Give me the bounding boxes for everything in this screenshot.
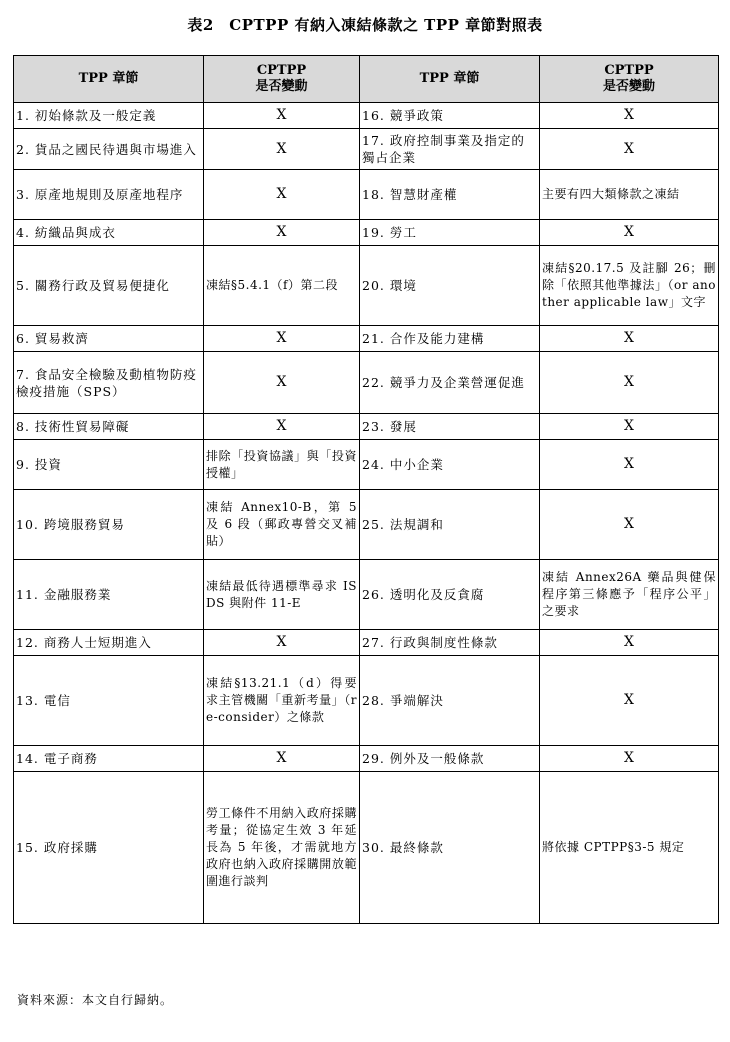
right-status-cell: 將依據 CPTPP§3-5 規定 <box>540 772 719 924</box>
table-row <box>14 490 719 560</box>
left-status-cell: X <box>204 414 360 440</box>
right-chapter-cell: 25. 法規調和 <box>360 490 540 560</box>
left-status-cell: 凍結 Annex10-B，第 5 及 6 段（郵政專營交叉補貼） <box>204 490 360 560</box>
table-row <box>14 414 719 440</box>
left-status-cell: 凍結§13.21.1（d）得要求主管機關「重新考量」（re-consider）之條款 <box>204 656 360 746</box>
right-status-cell: 凍結§20.17.5 及註腳 26；刪除「依照其他準據法」（or another applicable law」文字 <box>540 246 719 326</box>
left-chapter-cell: 10. 跨境服務貿易 <box>14 490 204 560</box>
left-status-cell: 凍結最低待遇標準尋求 ISDS 與附件 11-E <box>204 560 360 630</box>
right-chapter-cell: 27. 行政與制度性條款 <box>360 630 540 656</box>
table-row <box>14 246 719 326</box>
left-status-cell: X <box>204 129 360 170</box>
right-status-cell: X <box>540 220 719 246</box>
right-status-cell: X <box>540 414 719 440</box>
right-status-cell: 凍結 Annex26A 藥品與健保程序第三條應予「程序公平」之要求 <box>540 560 719 630</box>
left-chapter-cell: 4. 紡織品與成衣 <box>14 220 204 246</box>
left-status-cell: 排除「投資協議」與「投資授權」 <box>204 440 360 490</box>
table-row <box>14 560 719 630</box>
left-chapter-cell: 9. 投資 <box>14 440 204 490</box>
right-chapter-cell: 28. 爭端解決 <box>360 656 540 746</box>
left-chapter-cell: 8. 技術性貿易障礙 <box>14 414 204 440</box>
table-row <box>14 220 719 246</box>
header-right-status: CPTPP 是否變動 <box>540 56 719 103</box>
table-row <box>14 440 719 490</box>
header-row <box>14 56 719 103</box>
left-status-cell: X <box>204 630 360 656</box>
left-status-cell: X <box>204 326 360 352</box>
right-chapter-cell: 22. 競爭力及企業營運促進 <box>360 352 540 414</box>
left-chapter-cell: 15. 政府採購 <box>14 772 204 924</box>
table-caption: 表2 CPTPP 有納入凍結條款之 TPP 章節對照表 <box>187 16 543 34</box>
right-status-cell: X <box>540 440 719 490</box>
right-status-cell: X <box>540 630 719 656</box>
header-right-chapter: TPP 章節 <box>360 56 540 103</box>
right-status-cell: X <box>540 490 719 560</box>
right-status-cell: X <box>540 326 719 352</box>
left-chapter-cell: 5. 關務行政及貿易便捷化 <box>14 246 204 326</box>
right-chapter-cell: 18. 智慧財產權 <box>360 170 540 220</box>
right-chapter-cell: 23. 發展 <box>360 414 540 440</box>
left-chapter-cell: 11. 金融服務業 <box>14 560 204 630</box>
table-row <box>14 772 719 924</box>
table-row <box>14 170 719 220</box>
header-left-chapter: TPP 章節 <box>14 56 204 103</box>
chapter-comparison-table <box>13 55 719 924</box>
right-status-cell: 主要有四大類條款之凍結 <box>540 170 719 220</box>
left-chapter-cell: 2. 貨品之國民待遇與市場進入 <box>14 129 204 170</box>
left-status-cell: X <box>204 170 360 220</box>
right-status-cell: X <box>540 746 719 772</box>
table-row <box>14 326 719 352</box>
table-row <box>14 630 719 656</box>
left-chapter-cell: 12. 商務人士短期進入 <box>14 630 204 656</box>
right-chapter-cell: 21. 合作及能力建構 <box>360 326 540 352</box>
left-chapter-cell: 7. 食品安全檢驗及動植物防疫檢疫措施（SPS） <box>14 352 204 414</box>
right-chapter-cell: 19. 勞工 <box>360 220 540 246</box>
right-chapter-cell: 26. 透明化及反貪腐 <box>360 560 540 630</box>
right-status-cell: X <box>540 656 719 746</box>
source-note: 資料來源：本文自行歸納。 <box>17 993 174 1007</box>
right-chapter-cell: 17. 政府控制事業及指定的獨占企業 <box>360 129 540 170</box>
left-chapter-cell: 13. 電信 <box>14 656 204 746</box>
table-row <box>14 746 719 772</box>
table-row <box>14 129 719 170</box>
right-status-cell: X <box>540 352 719 414</box>
table-row <box>14 656 719 746</box>
header-left-status: CPTPP 是否變動 <box>204 56 360 103</box>
left-chapter-cell: 1. 初始條款及一般定義 <box>14 103 204 129</box>
left-status-cell: X <box>204 103 360 129</box>
left-chapter-cell: 14. 電子商務 <box>14 746 204 772</box>
left-status-cell: 凍結§5.4.1（f）第二段 <box>204 246 360 326</box>
right-chapter-cell: 20. 環境 <box>360 246 540 326</box>
right-status-cell: X <box>540 129 719 170</box>
left-status-cell: X <box>204 352 360 414</box>
right-chapter-cell: 24. 中小企業 <box>360 440 540 490</box>
right-status-cell: X <box>540 103 719 129</box>
right-chapter-cell: 16. 競爭政策 <box>360 103 540 129</box>
left-status-cell: X <box>204 746 360 772</box>
left-status-cell: 勞工條件不用納入政府採購考量；從協定生效 3 年延長為 5 年後，才需就地方政府也納入政府採購開放範圍進行談判 <box>204 772 360 924</box>
left-chapter-cell: 6. 貿易救濟 <box>14 326 204 352</box>
right-chapter-cell: 29. 例外及一般條款 <box>360 746 540 772</box>
right-chapter-cell: 30. 最終條款 <box>360 772 540 924</box>
left-status-cell: X <box>204 220 360 246</box>
table-row <box>14 352 719 414</box>
table-row <box>14 103 719 129</box>
left-chapter-cell: 3. 原產地規則及原產地程序 <box>14 170 204 220</box>
